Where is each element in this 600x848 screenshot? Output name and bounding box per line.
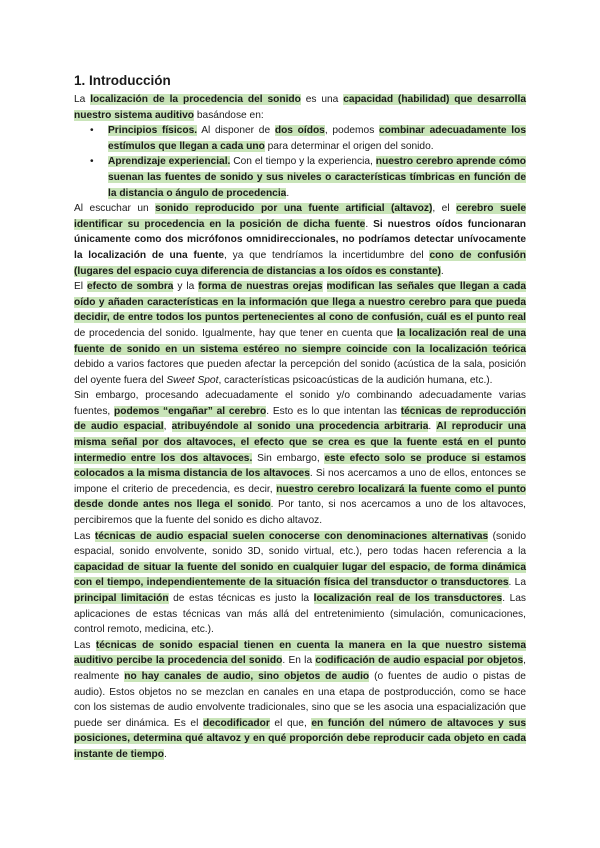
text-run: Sin embargo, procesando adecuadamente el sonido y/o combinando adecuadamente varias fuentes, [74,390,526,417]
text-run: y la [173,281,199,293]
highlighted-text: (lugares del espacio cuya diferencia de distancias a los oídos es constante) [74,265,441,277]
text-run: debido a varios factores que pueden afectar la percepción del sonido (acústica de la sala, posición del oyente fuera del [74,359,526,386]
highlighted-text: Aprendizaje experiencial. [108,156,231,168]
highlighted-text: capacidad de situar la fuente del sonido en cualquier lugar del espacio, de forma dinámica con el tiempo, independientemente de la situación física del transductor o transductores [74,561,526,589]
text-run [323,281,327,292]
highlighted-text: codificación de audio espacial por objetos [315,655,524,667]
highlighted-text: localización real de los transductores [313,593,503,604]
text-run: el que, [269,717,312,729]
text-run: es una [300,94,344,105]
text-run: Con el tiempo y la experiencia, [230,156,376,168]
highlighted-text: efecto de sombra [86,281,174,293]
list-item [108,154,526,201]
text-run: Las [74,530,95,542]
highlighted-text: dos oídos [274,125,325,137]
text-run: , el [432,203,457,215]
highlighted-text: técnicas de reproducción de audio espacial [74,405,526,433]
text-run: . [440,265,444,277]
text-run: , [163,421,172,433]
highlighted-text: cerebro suele identificar su procedencia en la posición de dicha fuente [74,203,526,230]
text-run: (o fuentes de audio o pistas de audio). Estos objetos no se mezclan en canales en una etapa de postproducción, como se hace con los sistemas de audio envolvente tradicionales, sino que se les asocia una espacialización que puede ser dinámica. Es el [74,670,526,729]
highlighted-text: no hay canales de audio, sino objetos de audio [124,670,370,682]
text-run: . [286,187,290,199]
paragraph [74,92,526,123]
text-run: de estas técnicas es justo la [168,593,314,604]
text-run: . [164,748,167,760]
highlighted-text: forma de nuestras orejas [198,281,323,293]
paragraph [74,638,526,763]
highlighted-text: decodificador [202,717,270,729]
text-run: Las [74,639,96,651]
paragraph [74,529,526,638]
text-run: basándose en: [194,109,264,121]
text-run: . Las aplicaciones de estas técnicas van más allá del entretenimiento (simulación, comunicaciones, control remoto, medicina, etc.). [74,593,526,636]
highlighted-text: Principios físicos. [108,125,198,137]
text-run: , realmente [74,655,526,682]
text-run: . Esto es lo que intentan las [266,405,401,417]
paragraphs-container [74,92,526,763]
text-run: para determinar el origen del sonido. [264,140,434,152]
text-run: Sin embargo, [252,452,325,464]
highlighted-text: localización de la procedencia del sonido [90,94,301,105]
bullet-list [74,123,526,201]
text-run: Sweet Spot [166,374,219,386]
highlighted-text: principal limitación [74,593,169,604]
text-run: La [74,94,91,105]
paragraph [74,388,526,528]
highlighted-text: capacidad (habilidad) que desarrolla nuestro sistema auditivo [74,94,526,121]
highlighted-text: este efecto solo se produce si estamos colocados a la misma distancia de los altavoces [74,452,526,480]
document-body [74,72,526,763]
highlighted-text: técnicas de audio espacial suelen conocerse con denominaciones alternativas [94,530,489,542]
text-run: . Por tanto, si nos acercamos a uno de los altavoces, percibiremos que la fuente del sonido es dicho altavoz. [74,499,526,527]
text-run: El [74,281,87,293]
highlighted-text: sonido reproducido por una fuente artificial (altavoz) [155,203,433,215]
highlighted-text: combinar adecuadamente los estímulos que llegan a cada uno [108,125,527,152]
text-run: , características psicoacústicas de la audición humana, etc.). [218,374,493,386]
highlighted-text: técnicas de sonido espacial tienen en cuenta la manera en la que nuestro sistema auditivo percibe la procedencia del sonido [74,639,526,667]
highlighted-text: modifican las señales que llegan a cada oído y añaden características en la información que llega a nuestro cerebro para que pueda decidir, de entre todos los puntos pertenecientes al cono de confusión, cuál es el punto real [74,281,527,324]
text-run: Al disponer de [197,125,275,137]
highlighted-text: nuestro cerebro localizará la fuente como el punto desde donde antes nos llega el sonido [74,483,526,511]
highlighted-text: cono de confusión [429,249,526,261]
list-item [108,123,526,154]
text-run: , ya que tendríamos la incertidumbre del [224,249,430,261]
text-run: Si nuestros oídos funcionaran únicamente como dos micrófonos omnidireccionales, no podríamos detectar unívocamente la localización de una fuente [74,218,527,261]
paragraph [74,279,526,388]
text-run: . La [508,577,526,589]
highlighted-text: nuestro cerebro aprende cómo suenan las fuentes de sonido y sus niveles o características tímbricas en función de la distancia o ángulo de procedencia [108,156,526,199]
text-run: Al escuchar un [74,203,156,215]
text-run: (sonido espacial, sonido envolvente, sonido 3D, sonido virtual, etc.), pero todas hacen referencia a la [74,530,527,558]
text-run: , podemos [324,125,380,137]
highlighted-text: Al reproducir una misma señal por dos altavoces, el efecto que se crea es que la fuente está en el punto intermedio entre los dos altavoces. [74,421,526,464]
text-run: . [365,218,374,230]
paragraph [74,201,526,279]
text-run: . [428,421,437,433]
text-run: de procedencia del sonido. Igualmente, hay que tener en cuenta que [74,327,397,339]
highlighted-text: en función del número de altavoces y sus posiciones, determina qué altavoz y en qué proporción debe reproducir cada objeto en cada instante de tiempo [74,717,526,760]
text-run: . En la [282,655,316,667]
text-run: . Si nos acercamos a uno de ellos, entonces se impone el criterio de precedencia, es decir, [74,468,526,495]
highlighted-text: podemos “engañar” al cerebro [114,405,267,417]
highlighted-text: la localización real de una fuente de sonido en un sistema estéreo no siempre coincide con la localización teórica [74,327,526,355]
section-title: 1. Introducción [74,73,171,88]
highlighted-text: atribuyéndole al sonido una procedencia arbitraria [171,421,429,433]
